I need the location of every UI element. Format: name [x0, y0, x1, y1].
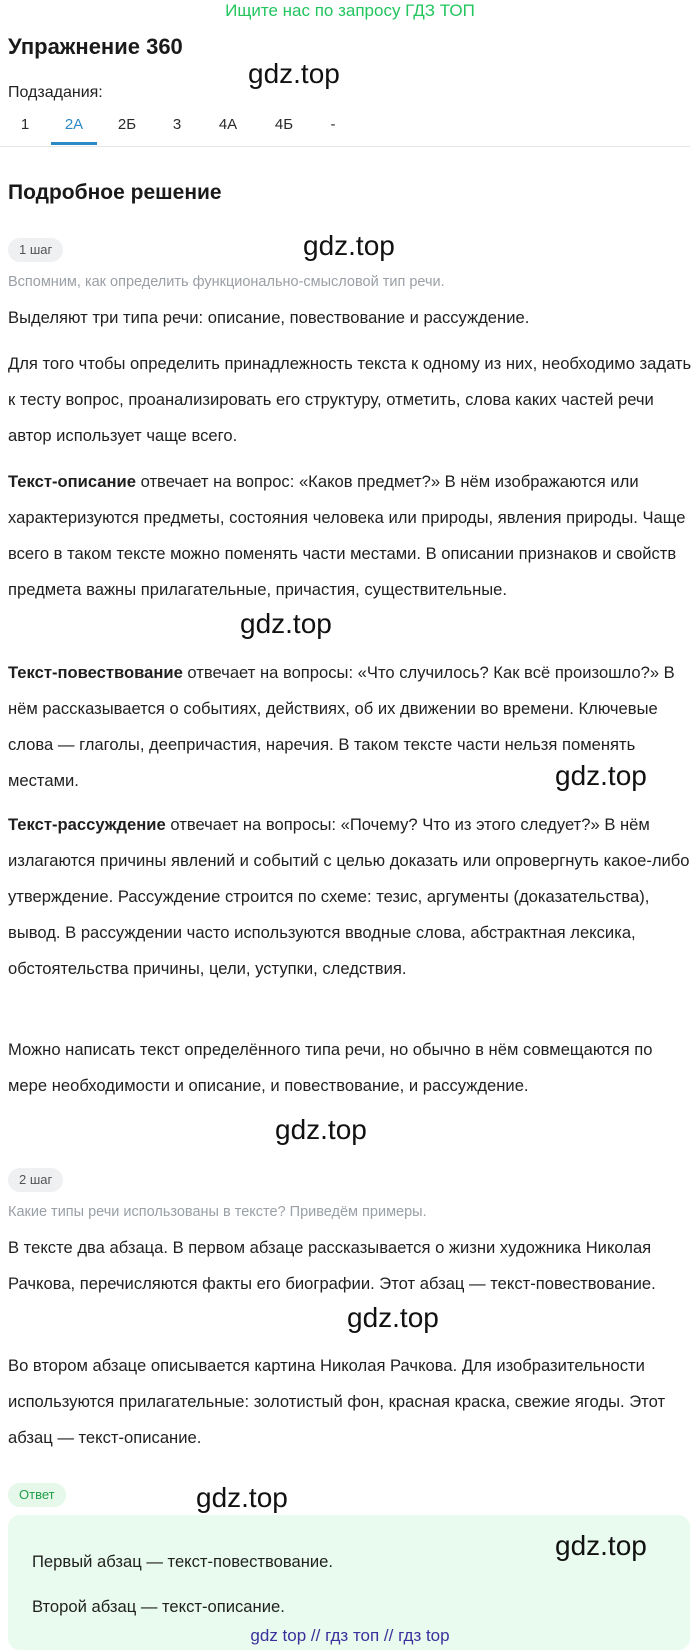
- tab-subtask-1[interactable]: 1: [20, 116, 30, 133]
- step-2-paragraph-2: Во втором абзаце описывается картина Николая Рачкова. Для изобразительности используются прилагательные: золотистый фон, красная краска, свежие ягоды. Этот абзац — текст-описание.: [8, 1356, 666, 1447]
- step-1-badge: 1 шаг: [8, 238, 63, 262]
- step-1-paragraph-narration: Текст-повествование отвечает на вопросы: «Что случилось? Как всё произошло?» В нём рассказывается о событиях, действиях, об их движении во времени. Ключевые слова — глаголы, деепричастия, наречия. В таком тексте части нельзя поменять местами.: [8, 663, 675, 790]
- step-1-paragraph-1: Выделяют три типа речи: описание, повествование и рассуждение.: [8, 308, 530, 327]
- term-reasoning: Текст-рассуждение: [8, 815, 166, 834]
- answer-line-1: Первый абзац — текст-повествование.: [32, 1552, 333, 1571]
- top-banner[interactable]: Ищите нас по запросу ГДЗ ТОП: [225, 1, 475, 20]
- solution-title: Подробное решение: [8, 181, 222, 204]
- step-1-paragraph-description: Текст-описание отвечает на вопрос: «Каков предмет?» В нём изображаются или характеризуются предметы, состояния человека или природы, явления природы. Чаще всего в таком тексте можно поменять части местами. В описании признаков и свойств предмета важны прилагательные, причастия, существительные.: [8, 472, 686, 599]
- watermark: gdz.top: [196, 1482, 288, 1513]
- watermark: gdz.top: [248, 58, 340, 89]
- answer-badge: Ответ: [8, 1483, 66, 1507]
- watermark: gdz.top: [275, 1114, 367, 1145]
- tab-subtask-2b[interactable]: 2Б: [117, 116, 137, 133]
- tab-subtask-4a[interactable]: 4А: [218, 116, 238, 133]
- step-2-hint: Какие типы речи использованы в тексте? Приведём примеры.: [8, 1204, 427, 1220]
- watermark: gdz.top: [555, 760, 647, 791]
- step-1-paragraph-conclusion: Можно написать текст определённого типа речи, но обычно в нём совмещаются по мере необходимости и описание, и повествование, и рассуждение.: [8, 1040, 653, 1095]
- step-1-paragraph-2: Для того чтобы определить принадлежность текста к одному из них, необходимо задать к тесту вопрос, проанализировать его структуру, отметить, слова каких частей речи автор использует чаще всего.: [8, 354, 692, 445]
- exercise-title: Упражнение 360: [8, 34, 183, 59]
- step-1-paragraph-reasoning: Текст-рассуждение отвечает на вопросы: «Почему? Что из этого следует?» В нём излагаются причины явлений и событий с целью доказать или опровергнуть какое-либо утверждение. Рассуждение строится по схеме: тезис, аргументы (доказательства), вывод. В рассуждении часто используются вводные слова, абстрактная лексика, обстоятельства причины, цели, уступки, следствия.: [8, 815, 690, 978]
- footer-links[interactable]: gdz top // гдз топ // гдз top: [250, 1626, 450, 1645]
- subtask-tabs: [0, 110, 690, 147]
- watermark: gdz.top: [555, 1530, 647, 1561]
- tab-subtask-3[interactable]: 3: [172, 116, 182, 133]
- term-narration: Текст-повествование: [8, 663, 183, 682]
- term-description: Текст-описание: [8, 472, 136, 491]
- step-2-paragraph-1: В тексте два абзаца. В первом абзаце рассказывается о жизни художника Николая Рачкова, перечисляются факты его биографии. Этот абзац — текст-повествование.: [8, 1238, 656, 1293]
- tab-subtask-2a[interactable]: 2А: [51, 110, 97, 145]
- watermark: gdz.top: [347, 1302, 439, 1333]
- watermark: gdz.top: [240, 608, 332, 639]
- tab-subtask-dash[interactable]: -: [330, 116, 336, 133]
- watermark: gdz.top: [303, 230, 395, 261]
- step-1-hint: Вспомним, как определить функционально-смысловой тип речи.: [8, 274, 445, 290]
- answer-line-2: Второй абзац — текст-описание.: [32, 1597, 285, 1616]
- tab-subtask-4b[interactable]: 4Б: [274, 116, 294, 133]
- step-2-badge: 2 шаг: [8, 1168, 63, 1192]
- subtasks-label: Подзадания:: [8, 84, 103, 101]
